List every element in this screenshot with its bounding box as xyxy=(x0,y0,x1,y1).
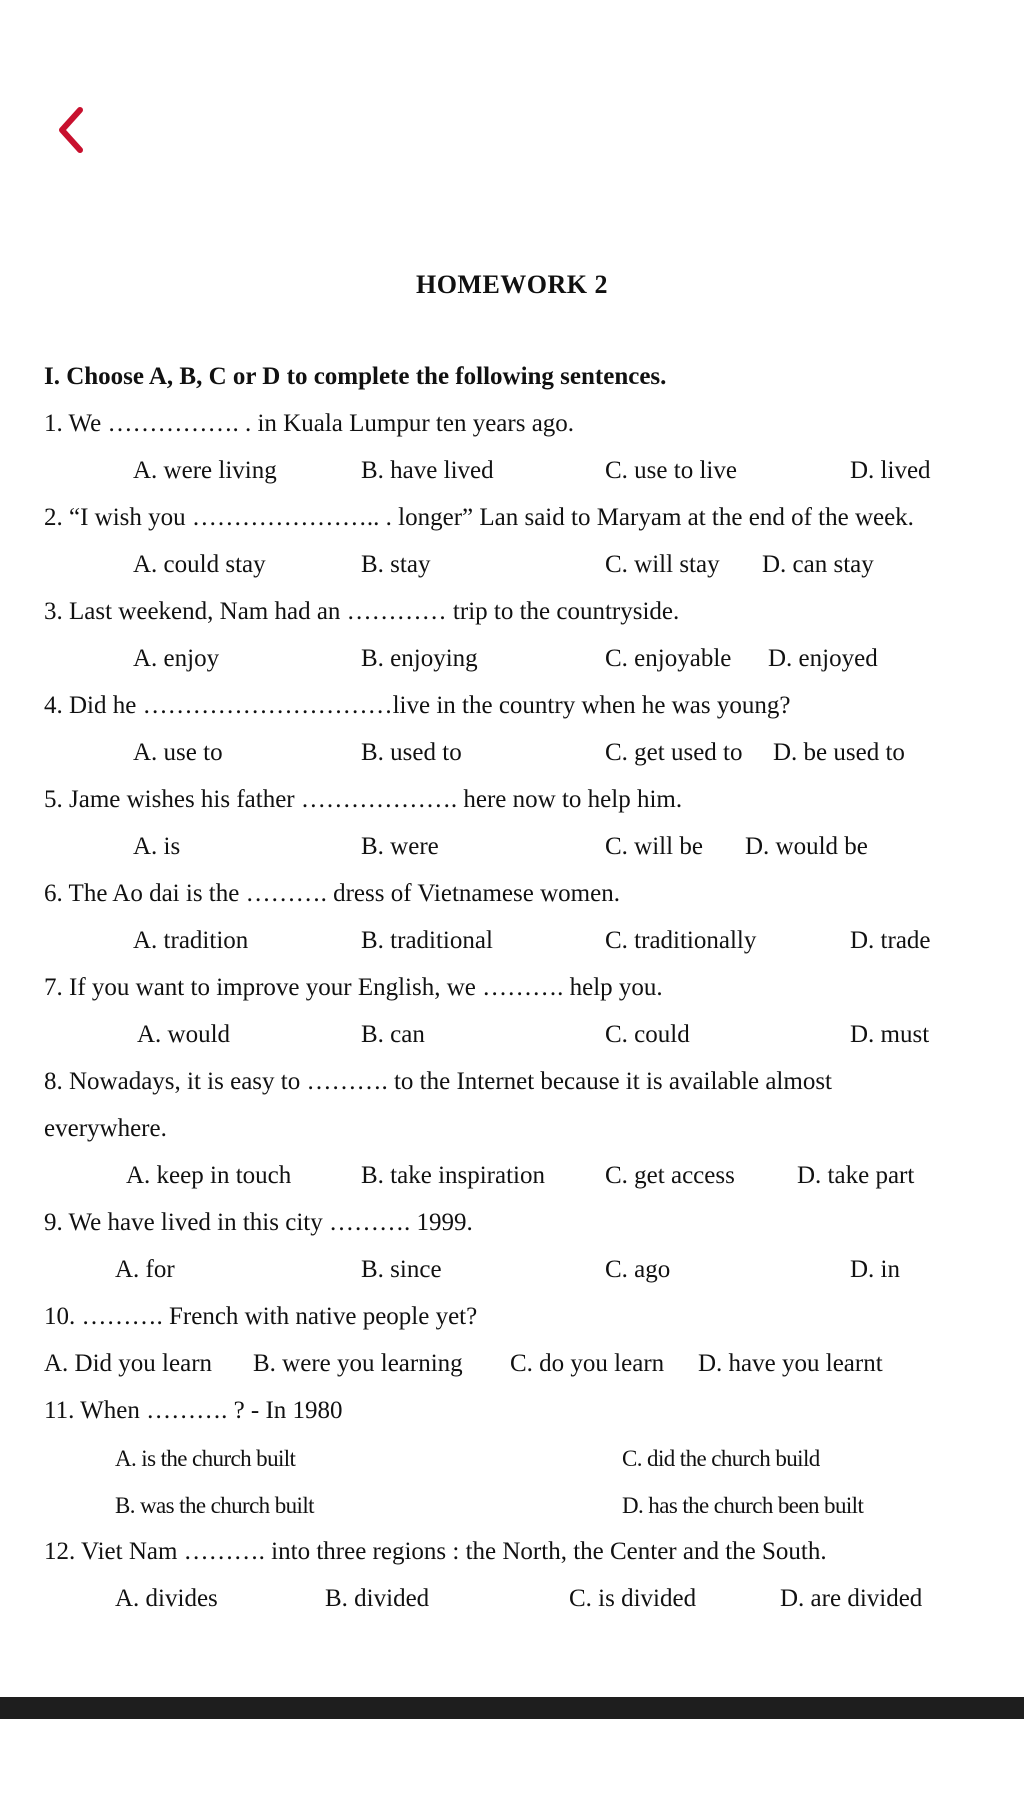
option-d[interactable]: D. have you learnt xyxy=(698,1350,883,1377)
option-c[interactable]: C. use to live xyxy=(605,457,737,484)
option-d[interactable]: D. be used to xyxy=(773,739,905,766)
question-stem: 8. Nowadays, it is easy to ………. to the Internet because it is available almost xyxy=(44,1068,833,1095)
option-d[interactable]: D. in xyxy=(850,1256,900,1283)
chevron-left-icon xyxy=(50,100,90,160)
option-c[interactable]: C. could xyxy=(605,1021,690,1048)
option-a[interactable]: A. tradition xyxy=(133,927,249,954)
option-c[interactable]: C. ago xyxy=(605,1256,671,1283)
bottom-bar xyxy=(0,1697,1024,1719)
option-b[interactable]: B. were you learning xyxy=(253,1350,463,1377)
option-a[interactable]: A. were living xyxy=(133,457,277,484)
option-d[interactable]: D. must xyxy=(850,1021,930,1048)
option-a[interactable]: A. is xyxy=(133,833,181,860)
option-a[interactable]: A. enjoy xyxy=(133,645,220,672)
option-d[interactable]: D. would be xyxy=(745,833,868,860)
option-c[interactable]: C. get access xyxy=(605,1162,735,1189)
option-a[interactable]: A. would xyxy=(137,1021,231,1048)
option-b[interactable]: B. have lived xyxy=(361,457,494,484)
option-b[interactable]: B. can xyxy=(361,1021,425,1048)
option-a[interactable]: A. for xyxy=(115,1256,175,1283)
option-a[interactable]: A. Did you learn xyxy=(44,1350,213,1377)
option-b[interactable]: B. traditional xyxy=(361,927,493,954)
question-stem: 11. When ………. ? - In 1980 xyxy=(44,1397,343,1424)
option-c[interactable]: C. will be xyxy=(605,833,703,860)
option-b[interactable]: B. used to xyxy=(361,739,462,766)
question-stem: 5. Jame wishes his father ………………. here now to help him. xyxy=(44,786,683,813)
page-title: HOMEWORK 2 xyxy=(415,270,609,299)
option-a[interactable]: A. keep in touch xyxy=(126,1162,292,1189)
option-a[interactable]: A. divides xyxy=(115,1585,218,1612)
option-c[interactable]: C. traditionally xyxy=(605,927,757,954)
option-c[interactable]: C. did the church build xyxy=(622,1446,820,1471)
option-d[interactable]: D. can stay xyxy=(762,551,874,578)
option-c[interactable]: C. is divided xyxy=(569,1585,697,1612)
option-b[interactable]: B. enjoying xyxy=(361,645,478,672)
option-b[interactable]: B. take inspiration xyxy=(361,1162,545,1189)
option-b[interactable]: B. were xyxy=(361,833,439,860)
option-d[interactable]: D. trade xyxy=(850,927,931,954)
option-d[interactable]: D. take part xyxy=(797,1162,915,1189)
option-a[interactable]: A. could stay xyxy=(133,551,266,578)
option-a[interactable]: A. is the church built xyxy=(115,1446,296,1471)
option-b[interactable]: B. since xyxy=(361,1256,442,1283)
question-stem: 9. We have lived in this city ………. 1999. xyxy=(44,1209,473,1236)
option-c[interactable]: C. do you learn xyxy=(510,1350,665,1377)
question-stem: 1. We ……………. . in Kuala Lumpur ten years ago. xyxy=(44,410,575,437)
option-b[interactable]: B. stay xyxy=(361,551,431,578)
back-button[interactable] xyxy=(50,100,90,160)
section-heading: I. Choose A, B, C or D to complete the following sentences. xyxy=(44,363,667,390)
question-stem: 4. Did he …………………………live in the country when he was young? xyxy=(44,692,791,719)
question-stem: 3. Last weekend, Nam had an ………… trip to the countryside. xyxy=(44,598,680,625)
option-c[interactable]: C. enjoyable xyxy=(605,645,732,672)
question-stem: 2. “I wish you ………………….. . longer” Lan said to Maryam at the end of the week. xyxy=(44,504,914,531)
question-stem: 10. ………. French with native people yet? xyxy=(44,1303,478,1330)
option-b[interactable]: B. was the church built xyxy=(115,1493,314,1518)
option-a[interactable]: A. use to xyxy=(133,739,223,766)
question-stem-continuation: everywhere. xyxy=(44,1115,167,1142)
question-stem: 12. Viet Nam ………. into three regions : the North, the Center and the South. xyxy=(44,1538,827,1565)
option-c[interactable]: C. get used to xyxy=(605,739,743,766)
option-d[interactable]: D. lived xyxy=(850,457,931,484)
question-stem: 6. The Ao dai is the ………. dress of Vietnamese women. xyxy=(44,880,620,907)
option-d[interactable]: D. has the church been built xyxy=(622,1493,864,1518)
option-b[interactable]: B. divided xyxy=(325,1585,430,1612)
option-d[interactable]: D. are divided xyxy=(780,1585,923,1612)
question-stem: 7. If you want to improve your English, we ………. help you. xyxy=(44,974,663,1001)
option-d[interactable]: D. enjoyed xyxy=(768,645,878,672)
option-c[interactable]: C. will stay xyxy=(605,551,720,578)
